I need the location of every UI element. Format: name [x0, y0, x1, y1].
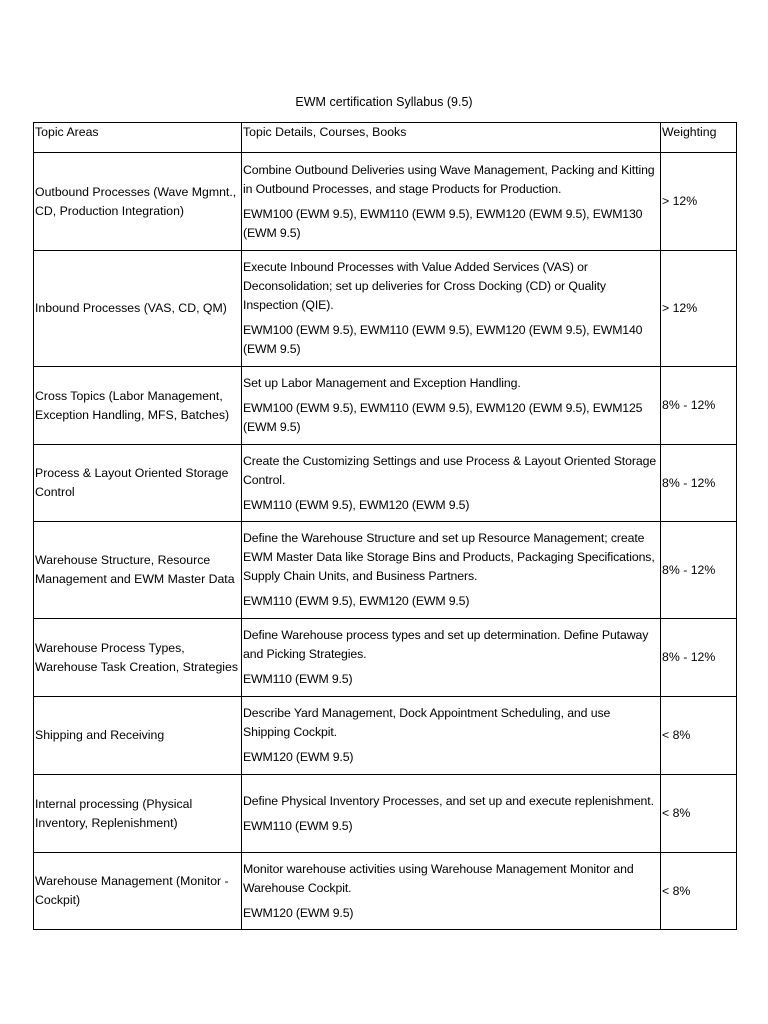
course-list: EWM110 (EWM 9.5)	[243, 672, 353, 686]
topic-cell: Shipping and Receiving	[34, 697, 242, 775]
topic-description: Execute Inbound Processes with Value Added Services (VAS) or Deconsolidation; set up deliveries for Cross Docking (CD) or Quality Inspection (QIE).	[243, 260, 606, 312]
topic-description: Set up Labor Management and Exception Handling.	[243, 376, 521, 390]
course-list: EWM110 (EWM 9.5), EWM120 (EWM 9.5)	[243, 594, 470, 608]
weighting-cell: < 8%	[661, 775, 737, 853]
weighting-cell: 8% - 12%	[661, 522, 737, 619]
details-cell	[242, 775, 661, 853]
topic-description: Combine Outbound Deliveries using Wave Management, Packing and Kitting in Outbound Processes, and stage Products for Production.	[243, 162, 655, 196]
topic-cell: Cross Topics (Labor Management, Exception Handling, MFS, Batches)	[34, 367, 242, 445]
course-list: EWM120 (EWM 9.5)	[243, 750, 354, 764]
table-row	[34, 251, 737, 367]
details-cell	[242, 367, 661, 445]
details-cell	[242, 697, 661, 775]
course-list: EWM120 (EWM 9.5)	[243, 905, 354, 920]
topic-description: Define Warehouse process types and set up determination. Define Putaway and Picking Strategies.	[243, 628, 649, 661]
table-row	[34, 522, 737, 619]
topic-cell: Warehouse Process Types, Warehouse Task Creation, Strategies	[34, 619, 242, 697]
weighting-cell: 8% - 12%	[661, 619, 737, 697]
details-cell	[242, 522, 661, 619]
topic-cell: Process & Layout Oriented Storage Control	[34, 445, 242, 522]
course-list: EWM110 (EWM 9.5), EWM120 (EWM 9.5)	[243, 497, 470, 512]
weighting-cell: < 8%	[661, 697, 737, 775]
topic-description: Define the Warehouse Structure and set up Resource Management; create EWM Master Data like Storage Bins and Products, Packaging Specifications, Supply Chain Units, and Business Partners.	[243, 531, 655, 583]
topic-description: Create the Customizing Settings and use Process & Layout Oriented Storage Control.	[243, 453, 657, 487]
header-topic-areas: Topic Areas	[34, 123, 242, 153]
weighting-cell: < 8%	[661, 853, 737, 930]
table-row	[34, 153, 737, 251]
details-cell	[242, 619, 661, 697]
topic-description: Monitor warehouse activities using Warehouse Management Monitor and Warehouse Cockpit.	[243, 861, 634, 895]
weighting-cell: 8% - 12%	[661, 445, 737, 522]
table-row	[34, 619, 737, 697]
topic-cell: Outbound Processes (Wave Mgmnt., CD, Production Integration)	[34, 153, 242, 251]
weighting-cell: > 12%	[661, 251, 737, 367]
details-cell	[242, 251, 661, 367]
header-topic-details: Topic Details, Courses, Books	[242, 123, 661, 153]
topic-cell: Warehouse Management (Monitor - Cockpit)	[34, 853, 242, 930]
document-title: EWM certification Syllabus (9.5)	[295, 95, 473, 109]
details-cell	[242, 153, 661, 251]
table-header-row	[34, 123, 737, 153]
weighting-cell: > 12%	[661, 153, 737, 251]
course-list: EWM110 (EWM 9.5)	[243, 818, 353, 833]
course-list: EWM100 (EWM 9.5), EWM110 (EWM 9.5), EWM120 (EWM 9.5), EWM125 (EWM 9.5)	[243, 401, 643, 434]
topic-description: Define Physical Inventory Processes, and set up and execute replenishment.	[243, 793, 654, 808]
topic-description: Describe Yard Management, Dock Appointment Scheduling, and use Shipping Cockpit.	[243, 706, 611, 739]
syllabus-table	[33, 122, 737, 930]
topic-cell: Internal processing (Physical Inventory, Replenishment)	[34, 775, 242, 853]
table-row	[34, 853, 737, 930]
table-row	[34, 445, 737, 522]
topic-cell: Warehouse Structure, Resource Management and EWM Master Data	[34, 522, 242, 619]
table-row	[34, 367, 737, 445]
table-row	[34, 775, 737, 853]
topic-cell: Inbound Processes (VAS, CD, QM)	[34, 251, 242, 367]
header-weighting: Weighting	[661, 123, 737, 153]
details-cell	[242, 445, 661, 522]
course-list: EWM100 (EWM 9.5), EWM110 (EWM 9.5), EWM120 (EWM 9.5), EWM140 (EWM 9.5)	[243, 323, 643, 356]
table-row	[34, 697, 737, 775]
course-list: EWM100 (EWM 9.5), EWM110 (EWM 9.5), EWM120 (EWM 9.5), EWM130 (EWM 9.5)	[243, 206, 643, 240]
details-cell	[242, 853, 661, 930]
weighting-cell: 8% - 12%	[661, 367, 737, 445]
